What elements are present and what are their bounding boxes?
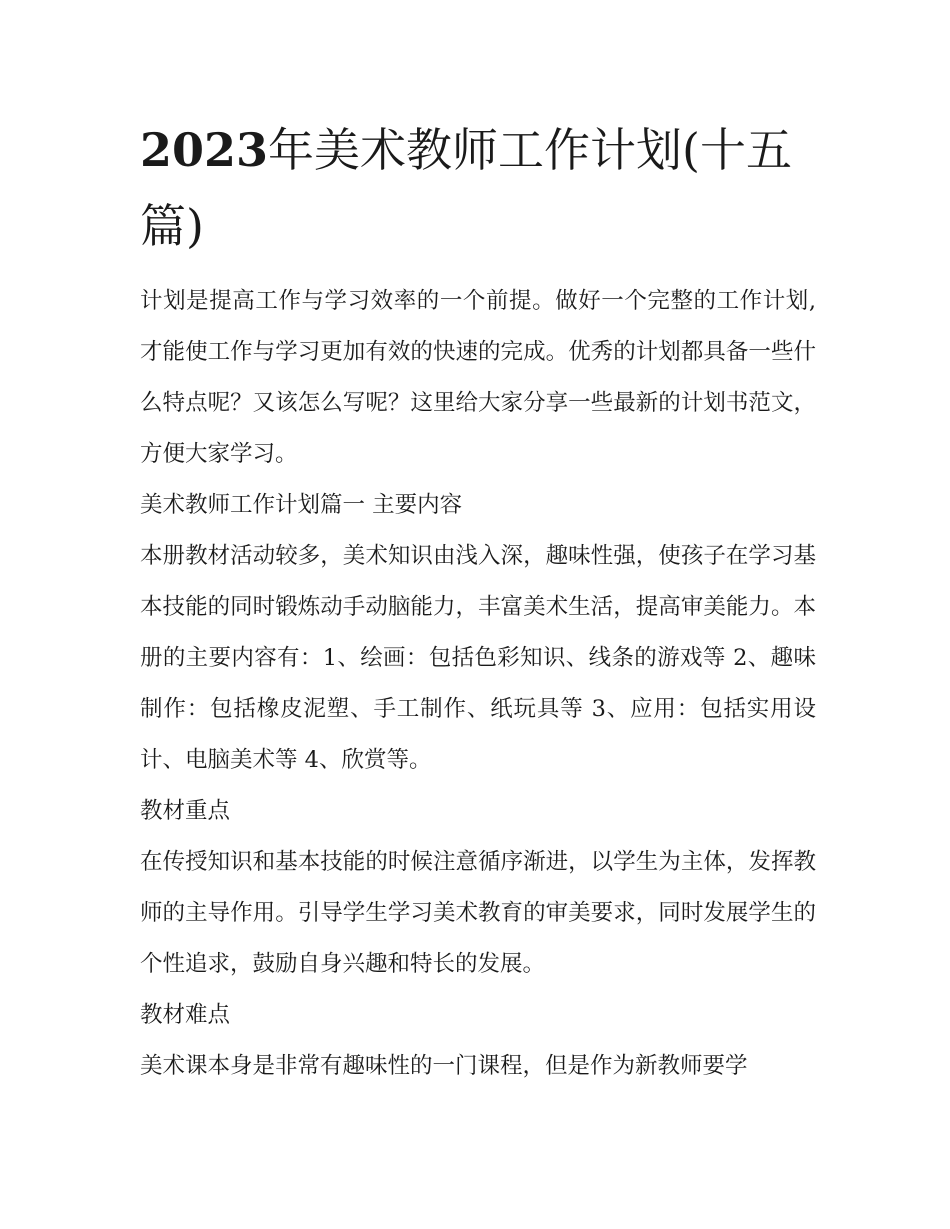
intro-paragraph: 计划是提高工作与学习效率的一个前提。做好一个完整的工作计划,才能使工作与学习更加有效的快速的完成。优秀的计划都具备一些什么特点呢？又该怎么写呢？这里给大家分享一些最新的计划书范文，方便大家学习。 xyxy=(140,288,816,467)
section-heading-main-content: 美术教师工作计划篇一 主要内容 xyxy=(140,492,463,518)
section-heading-difficulties: 教材难点 xyxy=(140,1002,231,1028)
difficulties-paragraph: 美术课本身是非常有趣味性的一门课程，但是作为新教师要学 xyxy=(140,1053,748,1079)
title-year: 2023 xyxy=(140,123,269,177)
main-content-paragraph: 本册教材活动较多，美术知识由浅入深，趣味性强，使孩子在学习基本技能的同时锻炼动手动脑能力，丰富美术生活，提高审美能力。本册的主要内容有：1、绘画：包括色彩知识、线条的游戏等 2、趣味制作：包括橡皮泥塑、手工制作、纸玩具等 3、应用：包括实用设计、电脑美术等 4、欣赏等。 xyxy=(140,543,816,773)
document-title xyxy=(140,112,820,264)
section-heading-key-points: 教材重点 xyxy=(140,798,231,824)
document-body xyxy=(140,276,816,1092)
title-text: 年美术教师工作计划(十五篇) xyxy=(140,123,792,253)
key-points-paragraph: 在传授知识和基本技能的时候注意循序渐进，以学生为主体，发挥教师的主导作用。引导学生学习美术教育的审美要求，同时发展学生的个性追求，鼓励自身兴趣和特长的发展。 xyxy=(140,849,816,977)
